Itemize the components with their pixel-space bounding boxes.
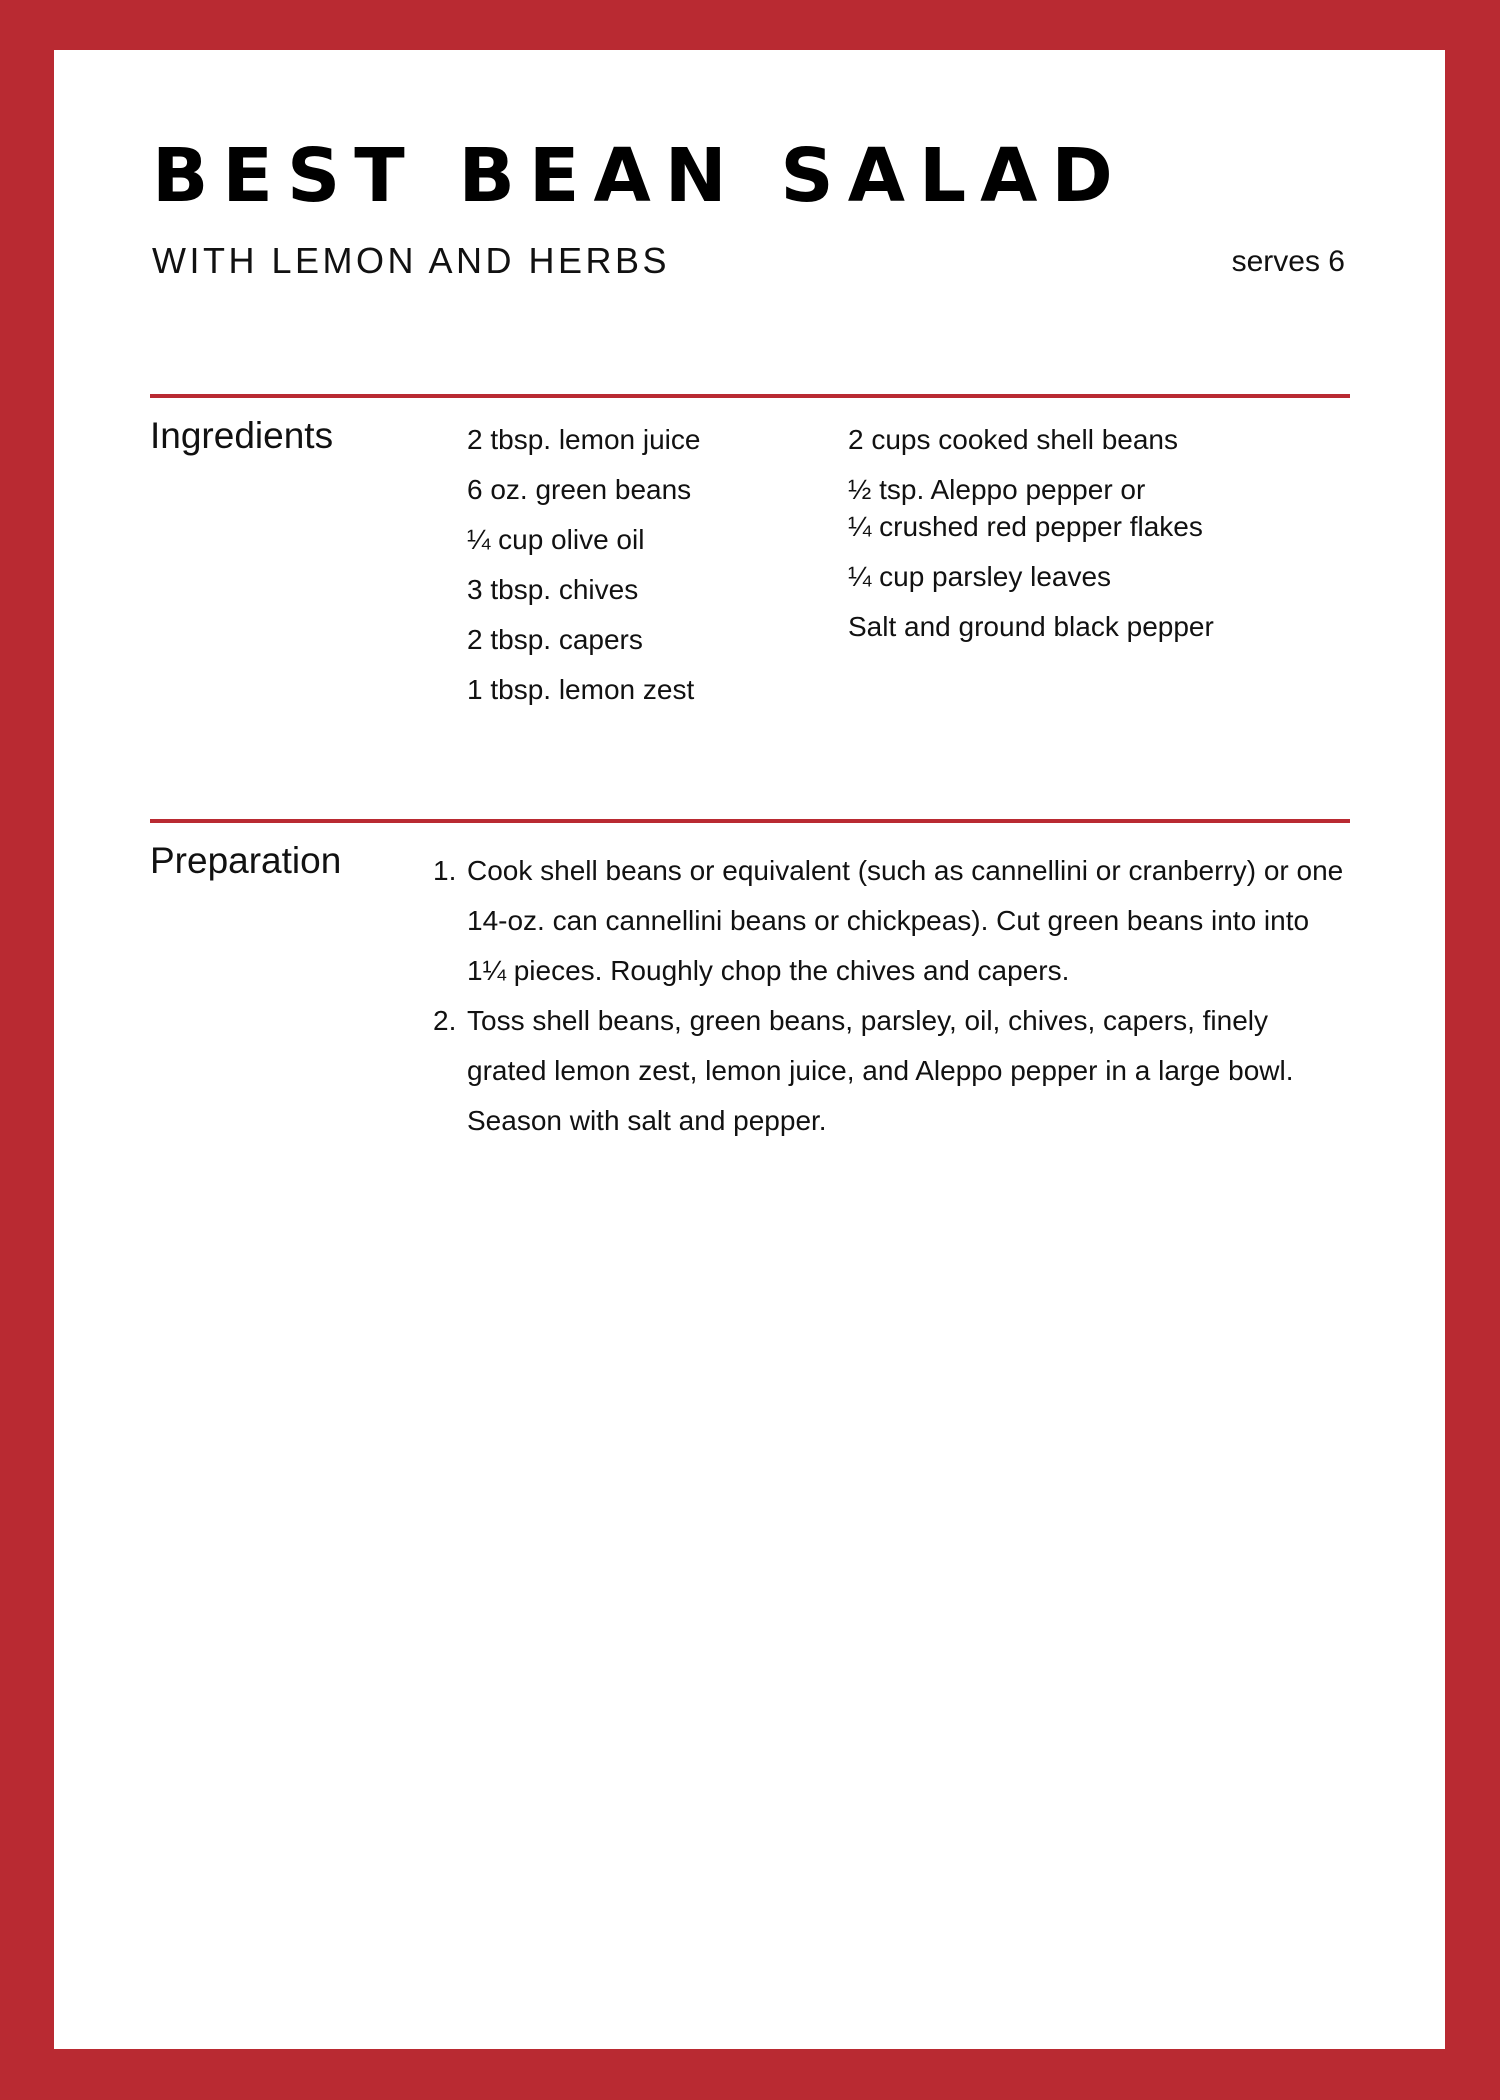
ingredient-item: 3 tbsp. chives xyxy=(467,574,639,605)
ingredient-item: 2 tbsp. lemon juice xyxy=(467,424,701,455)
recipe-card xyxy=(54,50,1445,2049)
preparation-steps xyxy=(433,846,1355,1146)
ingredient-item: ½ tsp. Aleppo pepper or ¼ crushed red pepper flakes xyxy=(848,474,1203,542)
ingredient-item: 1 tbsp. lemon zest xyxy=(467,674,695,705)
step-number: 2. xyxy=(433,1005,457,1036)
ingredient-item: ¼ cup parsley leaves xyxy=(848,561,1112,592)
recipe-title: BEST BEAN SALAD xyxy=(152,133,1127,219)
ingredient-item: Salt and ground black pepper xyxy=(848,611,1214,642)
step-number: 1. xyxy=(433,855,457,886)
ingredient-item: 6 oz. green beans xyxy=(467,474,692,505)
ingredients-column-1 xyxy=(467,421,700,721)
preparation-divider xyxy=(150,819,1350,823)
preparation-step xyxy=(433,846,1355,996)
ingredients-column-2 xyxy=(848,421,1214,658)
serves-count: serves 6 xyxy=(1231,245,1345,278)
ingredients-heading: Ingredients xyxy=(150,415,334,456)
preparation-step xyxy=(433,996,1355,1146)
step-text: Cook shell beans or equivalent (such as cannellini or cranberry) or one 14-oz. can cannellini beans or chickpeas). Cut green beans into into 1¼ pieces. Roughly chop the chives and capers. xyxy=(467,855,1344,986)
ingredient-item: 2 tbsp. capers xyxy=(467,624,643,655)
ingredient-item: 2 cups cooked shell beans xyxy=(848,424,1178,455)
recipe-subtitle: WITH LEMON AND HERBS xyxy=(152,240,671,281)
step-text: Toss shell beans, green beans, parsley, oil, chives, capers, finely grated lemon zest, lemon juice, and Aleppo pepper in a large bowl. Season with salt and pepper. xyxy=(467,1005,1294,1136)
preparation-heading: Preparation xyxy=(150,840,342,881)
ingredients-divider xyxy=(150,394,1350,398)
ingredient-item: ¼ cup olive oil xyxy=(467,524,645,555)
